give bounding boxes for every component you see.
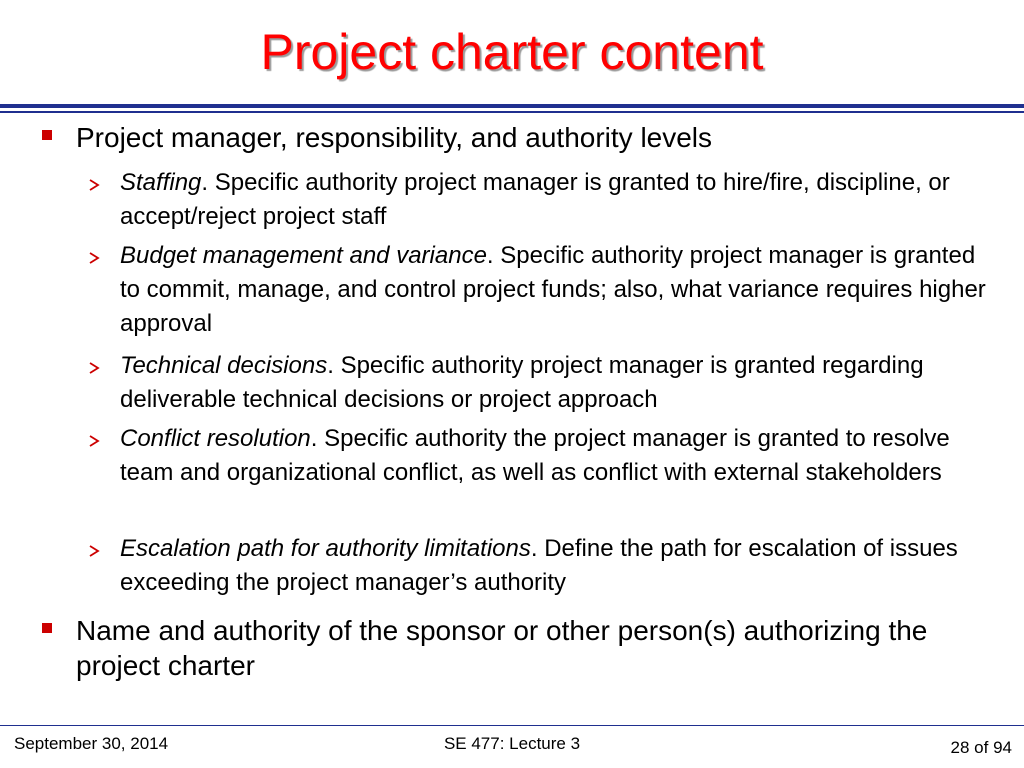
chevron-right-icon [87,251,101,265]
sub-bullet-term: Staffing [120,169,202,196]
sub-bullet-item [120,532,990,600]
chevron-right-icon [87,434,101,448]
square-bullet-icon [42,623,52,633]
footer-divider [0,725,1024,726]
sub-bullet-text: . Specific authority the project manager is granted to resolve team and organizational conflict, as well as conflict with external stakeholders [120,425,950,486]
sub-bullet-term: Budget management and variance [120,242,487,269]
sub-bullet-term: Conflict resolution [120,425,311,452]
sub-bullet-item [120,349,990,417]
chevron-right-icon [87,178,101,192]
square-bullet-icon [42,130,52,140]
page-number: 28 of 94 [950,738,1012,757]
title-divider-thin [0,111,1024,113]
sub-bullet-text: . Specific authority project manager is granted to hire/fire, discipline, or accept/reject project staff [120,169,950,230]
chevron-right-icon [87,361,101,375]
sub-bullet-item [120,422,990,490]
sub-bullet-term: Escalation path for authority limitations [120,535,531,562]
sub-bullet-text: . Specific authority project manager is granted to commit, manage, and control project funds; also, what variance requires higher approval [120,242,986,337]
sub-bullet-term: Technical decisions [120,352,328,379]
chevron-right-icon [87,544,101,558]
title-divider-thick [0,104,1024,108]
sub-bullet-item [120,166,990,234]
bullet-item: Name and authority of the sponsor or other person(s) authorizing the project charter [76,615,928,681]
bullet-item: Project manager, responsibility, and authority levels [76,122,713,153]
sub-bullet-item [120,239,990,341]
sub-bullet-text: . Define the path for escalation of issues exceeding the project manager’s authority [120,535,958,596]
footer-course: SE 477: Lecture 3 [443,734,581,753]
slide-title: Project charter content [260,24,764,80]
sub-bullet-text: . Specific authority project manager is granted regarding deliverable technical decisions or project approach [120,352,924,413]
footer-date: September 30, 2014 [14,734,169,753]
